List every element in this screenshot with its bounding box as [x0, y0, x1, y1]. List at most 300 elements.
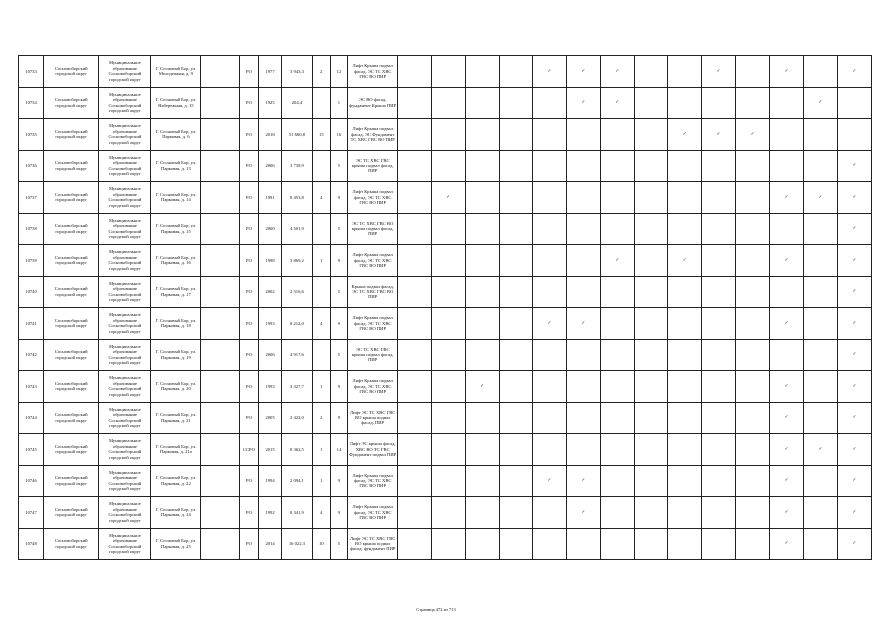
year-built-cell: 2014	[259, 528, 282, 560]
empty-check-cell	[736, 497, 770, 529]
check-mark-icon: ✓	[532, 308, 566, 340]
empty-check-cell	[600, 339, 634, 371]
empty-check-cell	[600, 434, 634, 466]
table-row	[19, 402, 872, 434]
check-mark-icon: ✓	[770, 308, 804, 340]
empty-check-cell	[431, 150, 465, 182]
owner-type-cell: РО	[239, 371, 258, 403]
check-mark-icon: ✓	[600, 87, 634, 119]
empty-check-cell	[532, 245, 566, 277]
empty-check-cell	[398, 402, 431, 434]
municipal-formation-cell: Муниципальное образование Сосновоборский городской округ	[99, 276, 151, 308]
empty-check-cell	[398, 308, 431, 340]
row-number-cell: 10741	[19, 308, 44, 340]
empty-check-cell	[736, 245, 770, 277]
empty-check-cell	[398, 434, 431, 466]
empty-check-cell	[532, 87, 566, 119]
house-id-cell	[201, 434, 239, 466]
check-mark-icon: ✓	[702, 56, 736, 88]
check-mark-icon: ✓	[702, 119, 736, 151]
empty-check-cell	[702, 150, 736, 182]
empty-check-cell	[566, 150, 600, 182]
address-cell: Г. Сосновый Бор, ул. Парковая, д. 18	[151, 308, 201, 340]
empty-check-cell	[465, 182, 499, 214]
year-built-cell: 1991	[259, 182, 282, 214]
owner-type-cell: РО	[239, 308, 258, 340]
empty-check-cell	[532, 213, 566, 245]
address-cell: Г. Сосновый Бор, ул. Парковая, д. 21а	[151, 434, 201, 466]
count-a-cell: 4	[312, 182, 330, 214]
municipality-cell: Сосновоборский городской округ	[44, 528, 99, 560]
year-built-cell: 1993	[259, 371, 282, 403]
empty-check-cell	[770, 119, 804, 151]
house-id-cell	[201, 276, 239, 308]
empty-check-cell	[668, 465, 702, 497]
empty-check-cell	[600, 276, 634, 308]
empty-check-cell	[600, 465, 634, 497]
empty-check-cell	[634, 150, 667, 182]
year-built-cell: 1977	[259, 56, 282, 88]
table-row	[19, 213, 872, 245]
empty-check-cell	[398, 87, 431, 119]
municipal-formation-cell: Муниципальное образование Сосновоборский городской округ	[99, 465, 151, 497]
municipal-formation-cell: Муниципальное образование Сосновоборский городской округ	[99, 56, 151, 88]
row-number-cell: 10748	[19, 528, 44, 560]
works-list-cell: ЭС ВО фасад, фундамент Крыша ПИР	[348, 87, 398, 119]
empty-check-cell	[736, 150, 770, 182]
empty-check-cell	[803, 371, 837, 403]
check-mark-icon: ✓	[837, 434, 871, 466]
count-a-cell	[312, 276, 330, 308]
owner-type-cell: РО	[239, 119, 258, 151]
empty-check-cell	[465, 402, 499, 434]
empty-check-cell	[566, 245, 600, 277]
address-cell: Г. Сосновый Бор, ул. Парковая, д. 17	[151, 276, 201, 308]
area-cell: 8 362,5	[282, 434, 313, 466]
municipal-formation-cell: Муниципальное образование Сосновоборский городской округ	[99, 402, 151, 434]
year-built-cell: 1993	[259, 308, 282, 340]
table-row	[19, 245, 872, 277]
house-id-cell	[201, 56, 239, 88]
owner-type-cell: РО	[239, 497, 258, 529]
area-cell: 4 501,9	[282, 213, 313, 245]
empty-check-cell	[600, 371, 634, 403]
area-cell: 204,4	[282, 87, 313, 119]
check-mark-icon: ✓	[668, 245, 702, 277]
owner-type-cell: РО	[239, 182, 258, 214]
empty-check-cell	[803, 150, 837, 182]
empty-check-cell	[702, 308, 736, 340]
check-mark-icon: ✓	[431, 182, 465, 214]
house-id-cell	[201, 402, 239, 434]
empty-check-cell	[600, 150, 634, 182]
check-mark-icon: ✓	[837, 465, 871, 497]
empty-check-cell	[634, 276, 667, 308]
empty-check-cell	[668, 87, 702, 119]
check-mark-icon: ✓	[803, 182, 837, 214]
empty-check-cell	[499, 119, 532, 151]
empty-check-cell	[668, 497, 702, 529]
address-cell: Г. Сосновый Бор, ул. Парковая, д. 25	[151, 528, 201, 560]
check-mark-icon: ✓	[770, 434, 804, 466]
municipality-cell: Сосновоборский городской округ	[44, 402, 99, 434]
owner-type-cell: РО	[239, 276, 258, 308]
empty-check-cell	[566, 213, 600, 245]
empty-check-cell	[668, 371, 702, 403]
check-mark-icon: ✓	[803, 434, 837, 466]
empty-check-cell	[465, 308, 499, 340]
empty-check-cell	[668, 434, 702, 466]
empty-check-cell	[634, 119, 667, 151]
empty-check-cell	[736, 182, 770, 214]
municipal-formation-cell: Муниципальное образование Сосновоборский городской округ	[99, 434, 151, 466]
empty-check-cell	[499, 497, 532, 529]
empty-check-cell	[532, 528, 566, 560]
row-number-cell: 10745	[19, 434, 44, 466]
empty-check-cell	[499, 213, 532, 245]
empty-check-cell	[499, 434, 532, 466]
area-cell: 3 869,2	[282, 245, 313, 277]
area-cell: 51 660,8	[282, 119, 313, 151]
empty-check-cell	[770, 276, 804, 308]
empty-check-cell	[668, 56, 702, 88]
works-list-cell: ЭС ТС ХВС ГВС ВО крыша подвал фасад, ПИР	[348, 213, 398, 245]
empty-check-cell	[837, 119, 871, 151]
row-number-cell: 10736	[19, 150, 44, 182]
empty-check-cell	[532, 276, 566, 308]
row-number-cell: 10735	[19, 119, 44, 151]
empty-check-cell	[770, 213, 804, 245]
check-mark-icon: ✓	[770, 182, 804, 214]
owner-type-cell: РО	[239, 150, 258, 182]
empty-check-cell	[532, 119, 566, 151]
empty-check-cell	[499, 308, 532, 340]
table-row	[19, 87, 872, 119]
count-a-cell	[312, 87, 330, 119]
check-mark-icon: ✓	[770, 56, 804, 88]
works-list-cell: ЭС ТС ХВС ГВС крыша подвал фасад, ПИР	[348, 339, 398, 371]
empty-check-cell	[398, 119, 431, 151]
empty-check-cell	[837, 87, 871, 119]
empty-check-cell	[600, 528, 634, 560]
empty-check-cell	[431, 371, 465, 403]
empty-check-cell	[465, 56, 499, 88]
check-mark-icon: ✓	[837, 339, 871, 371]
municipality-cell: Сосновоборский городской округ	[44, 182, 99, 214]
empty-check-cell	[770, 87, 804, 119]
empty-check-cell	[465, 434, 499, 466]
year-built-cell: 1925	[259, 87, 282, 119]
row-number-cell: 10739	[19, 245, 44, 277]
floors-cell: 5	[330, 339, 347, 371]
row-number-cell: 10733	[19, 56, 44, 88]
check-mark-icon: ✓	[837, 402, 871, 434]
empty-check-cell	[803, 339, 837, 371]
municipality-cell: Сосновоборский городской округ	[44, 213, 99, 245]
empty-check-cell	[702, 465, 736, 497]
owner-type-cell: РО	[239, 402, 258, 434]
address-cell: Г. Сосновый Бор, ул. Молодежная, д. 9	[151, 56, 201, 88]
empty-check-cell	[668, 182, 702, 214]
floors-cell: 9	[330, 465, 347, 497]
owner-type-cell: РО	[239, 465, 258, 497]
empty-check-cell	[465, 245, 499, 277]
year-built-cell: 1998	[259, 245, 282, 277]
check-mark-icon: ✓	[837, 497, 871, 529]
empty-check-cell	[702, 434, 736, 466]
row-number-cell: 10746	[19, 465, 44, 497]
empty-check-cell	[736, 276, 770, 308]
empty-check-cell	[668, 213, 702, 245]
check-mark-icon: ✓	[803, 87, 837, 119]
empty-check-cell	[566, 276, 600, 308]
count-a-cell: 4	[312, 308, 330, 340]
municipality-cell: Сосновоборский городской округ	[44, 434, 99, 466]
empty-check-cell	[532, 339, 566, 371]
count-a-cell: 2	[312, 402, 330, 434]
address-cell: Г. Сосновый Бор, ул. Парковая, д. 21	[151, 402, 201, 434]
year-built-cell: 2005	[259, 402, 282, 434]
empty-check-cell	[668, 276, 702, 308]
works-list-cell: Крыша подвал фасад, ЭС ТС ХВС ГВС ВО ПИР	[348, 276, 398, 308]
floors-cell: 5	[330, 276, 347, 308]
address-cell: Г. Сосновый Бор, ул. Парковая, д. 6	[151, 119, 201, 151]
empty-check-cell	[803, 56, 837, 88]
row-number-cell: 10744	[19, 402, 44, 434]
empty-check-cell	[634, 213, 667, 245]
house-id-cell	[201, 528, 239, 560]
owner-type-cell: РО	[239, 56, 258, 88]
year-built-cell: 1994	[259, 465, 282, 497]
empty-check-cell	[532, 402, 566, 434]
house-id-cell	[201, 182, 239, 214]
row-number-cell: 10738	[19, 213, 44, 245]
check-mark-icon: ✓	[566, 87, 600, 119]
floors-cell: 9	[330, 245, 347, 277]
check-mark-icon: ✓	[837, 308, 871, 340]
empty-check-cell	[398, 465, 431, 497]
table-row	[19, 119, 872, 151]
area-cell: 16 022,3	[282, 528, 313, 560]
count-a-cell	[312, 339, 330, 371]
empty-check-cell	[398, 213, 431, 245]
check-mark-icon: ✓	[770, 371, 804, 403]
check-mark-icon: ✓	[532, 465, 566, 497]
count-a-cell: 15	[312, 119, 330, 151]
check-mark-icon: ✓	[837, 245, 871, 277]
empty-check-cell	[702, 339, 736, 371]
empty-check-cell	[634, 56, 667, 88]
empty-check-cell	[431, 465, 465, 497]
floors-cell: 1	[330, 87, 347, 119]
count-a-cell: 1	[312, 434, 330, 466]
empty-check-cell	[668, 339, 702, 371]
row-number-cell: 10737	[19, 182, 44, 214]
municipality-cell: Сосновоборский городской округ	[44, 308, 99, 340]
check-mark-icon: ✓	[837, 150, 871, 182]
year-built-cell: 2002	[259, 276, 282, 308]
check-mark-icon: ✓	[668, 119, 702, 151]
area-cell: 3 943,3	[282, 56, 313, 88]
empty-check-cell	[499, 276, 532, 308]
check-mark-icon: ✓	[837, 182, 871, 214]
house-id-cell	[201, 339, 239, 371]
empty-check-cell	[431, 245, 465, 277]
check-mark-icon: ✓	[837, 371, 871, 403]
empty-check-cell	[532, 182, 566, 214]
empty-check-cell	[532, 371, 566, 403]
floors-cell: 9	[330, 182, 347, 214]
empty-check-cell	[634, 371, 667, 403]
empty-check-cell	[634, 528, 667, 560]
house-id-cell	[201, 119, 239, 151]
empty-check-cell	[431, 497, 465, 529]
owner-type-cell: РО	[239, 87, 258, 119]
area-cell: 4 917,6	[282, 339, 313, 371]
row-number-cell: 10742	[19, 339, 44, 371]
empty-check-cell	[803, 497, 837, 529]
empty-check-cell	[532, 150, 566, 182]
empty-check-cell	[600, 213, 634, 245]
check-mark-icon: ✓	[566, 465, 600, 497]
empty-check-cell	[566, 371, 600, 403]
check-mark-icon: ✓	[837, 276, 871, 308]
empty-check-cell	[398, 371, 431, 403]
check-mark-icon: ✓	[532, 56, 566, 88]
table-row	[19, 434, 872, 466]
empty-check-cell	[398, 56, 431, 88]
empty-check-cell	[702, 87, 736, 119]
empty-check-cell	[465, 465, 499, 497]
area-cell: 8 341,9	[282, 497, 313, 529]
address-cell: Г. Сосновый Бор, ул. Парковая, д. 16	[151, 245, 201, 277]
municipality-cell: Сосновоборский городской округ	[44, 465, 99, 497]
municipality-cell: Сосновоборский городской округ	[44, 276, 99, 308]
empty-check-cell	[770, 339, 804, 371]
empty-check-cell	[736, 339, 770, 371]
count-a-cell: 2	[312, 56, 330, 88]
floors-cell: 9	[330, 371, 347, 403]
empty-check-cell	[566, 339, 600, 371]
check-mark-icon: ✓	[837, 528, 871, 560]
table-row	[19, 308, 872, 340]
municipal-formation-cell: Муниципальное образование Сосновоборский городской округ	[99, 245, 151, 277]
empty-check-cell	[465, 119, 499, 151]
municipal-formation-cell: Муниципальное образование Сосновоборский городской округ	[99, 87, 151, 119]
check-mark-icon: ✓	[770, 402, 804, 434]
check-mark-icon: ✓	[465, 371, 499, 403]
empty-check-cell	[702, 213, 736, 245]
check-mark-icon: ✓	[770, 245, 804, 277]
year-built-cell: 2006	[259, 339, 282, 371]
works-list-cell: Лифт Крыша подвал фасад, ЭС ТС ХВС ГВС ВО ПИР	[348, 371, 398, 403]
empty-check-cell	[634, 87, 667, 119]
count-a-cell: 1	[312, 465, 330, 497]
empty-check-cell	[634, 245, 667, 277]
empty-check-cell	[668, 150, 702, 182]
row-number-cell: 10743	[19, 371, 44, 403]
count-a-cell: 1	[312, 245, 330, 277]
check-mark-icon: ✓	[566, 497, 600, 529]
count-a-cell	[312, 150, 330, 182]
empty-check-cell	[499, 245, 532, 277]
count-a-cell: 1	[312, 371, 330, 403]
empty-check-cell	[803, 119, 837, 151]
address-cell: Г. Сосновый Бор, ул. Парковая, д. 14	[151, 182, 201, 214]
check-mark-icon: ✓	[770, 497, 804, 529]
works-list-cell: Лифт Крыша подвал фасад, ЭС ТС ХВС ГВС ВО ПИР	[348, 308, 398, 340]
empty-check-cell	[803, 213, 837, 245]
empty-check-cell	[736, 528, 770, 560]
municipal-formation-cell: Муниципальное образование Сосновоборский городской округ	[99, 371, 151, 403]
row-number-cell: 10740	[19, 276, 44, 308]
empty-check-cell	[634, 308, 667, 340]
empty-check-cell	[668, 402, 702, 434]
year-built-cell: 2006	[259, 150, 282, 182]
empty-check-cell	[634, 497, 667, 529]
table-row	[19, 465, 872, 497]
empty-check-cell	[702, 528, 736, 560]
empty-check-cell	[736, 56, 770, 88]
empty-check-cell	[499, 371, 532, 403]
register-table	[18, 55, 872, 560]
empty-check-cell	[398, 150, 431, 182]
floors-cell: 9	[330, 402, 347, 434]
table-row	[19, 150, 872, 182]
check-mark-icon: ✓	[566, 56, 600, 88]
check-mark-icon: ✓	[837, 213, 871, 245]
empty-check-cell	[566, 434, 600, 466]
municipality-cell: Сосновоборский городской округ	[44, 119, 99, 151]
empty-check-cell	[634, 465, 667, 497]
empty-check-cell	[634, 182, 667, 214]
check-mark-icon: ✓	[770, 465, 804, 497]
works-list-cell: Лифт ЭС крыша фасад, ХВС ВО ТС ГВС Фундамент подвал ПИР	[348, 434, 398, 466]
empty-check-cell	[702, 276, 736, 308]
house-id-cell	[201, 308, 239, 340]
municipal-formation-cell: Муниципальное образование Сосновоборский городской округ	[99, 119, 151, 151]
year-built-cell: 2015	[259, 434, 282, 466]
empty-check-cell	[398, 245, 431, 277]
house-id-cell	[201, 465, 239, 497]
area-cell: 8 453,8	[282, 182, 313, 214]
empty-check-cell	[600, 182, 634, 214]
check-mark-icon: ✓	[837, 56, 871, 88]
count-a-cell	[312, 213, 330, 245]
count-a-cell: 4	[312, 497, 330, 529]
empty-check-cell	[736, 434, 770, 466]
address-cell: Г. Сосновый Бор, ул. Парковая, д. 24	[151, 497, 201, 529]
empty-check-cell	[431, 308, 465, 340]
area-cell: 2 516,6	[282, 276, 313, 308]
empty-check-cell	[803, 308, 837, 340]
floors-cell: 5	[330, 150, 347, 182]
empty-check-cell	[431, 119, 465, 151]
row-number-cell: 10734	[19, 87, 44, 119]
empty-check-cell	[465, 528, 499, 560]
empty-check-cell	[398, 276, 431, 308]
empty-check-cell	[803, 245, 837, 277]
count-a-cell: 10	[312, 528, 330, 560]
empty-check-cell	[566, 528, 600, 560]
empty-check-cell	[736, 402, 770, 434]
municipal-formation-cell: Муниципальное образование Сосновоборский городской округ	[99, 150, 151, 182]
empty-check-cell	[803, 402, 837, 434]
empty-check-cell	[702, 497, 736, 529]
owner-type-cell: ССРО	[239, 434, 258, 466]
address-cell: Г. Сосновый Бор, ул. Парковая, д. 19	[151, 339, 201, 371]
empty-check-cell	[702, 182, 736, 214]
